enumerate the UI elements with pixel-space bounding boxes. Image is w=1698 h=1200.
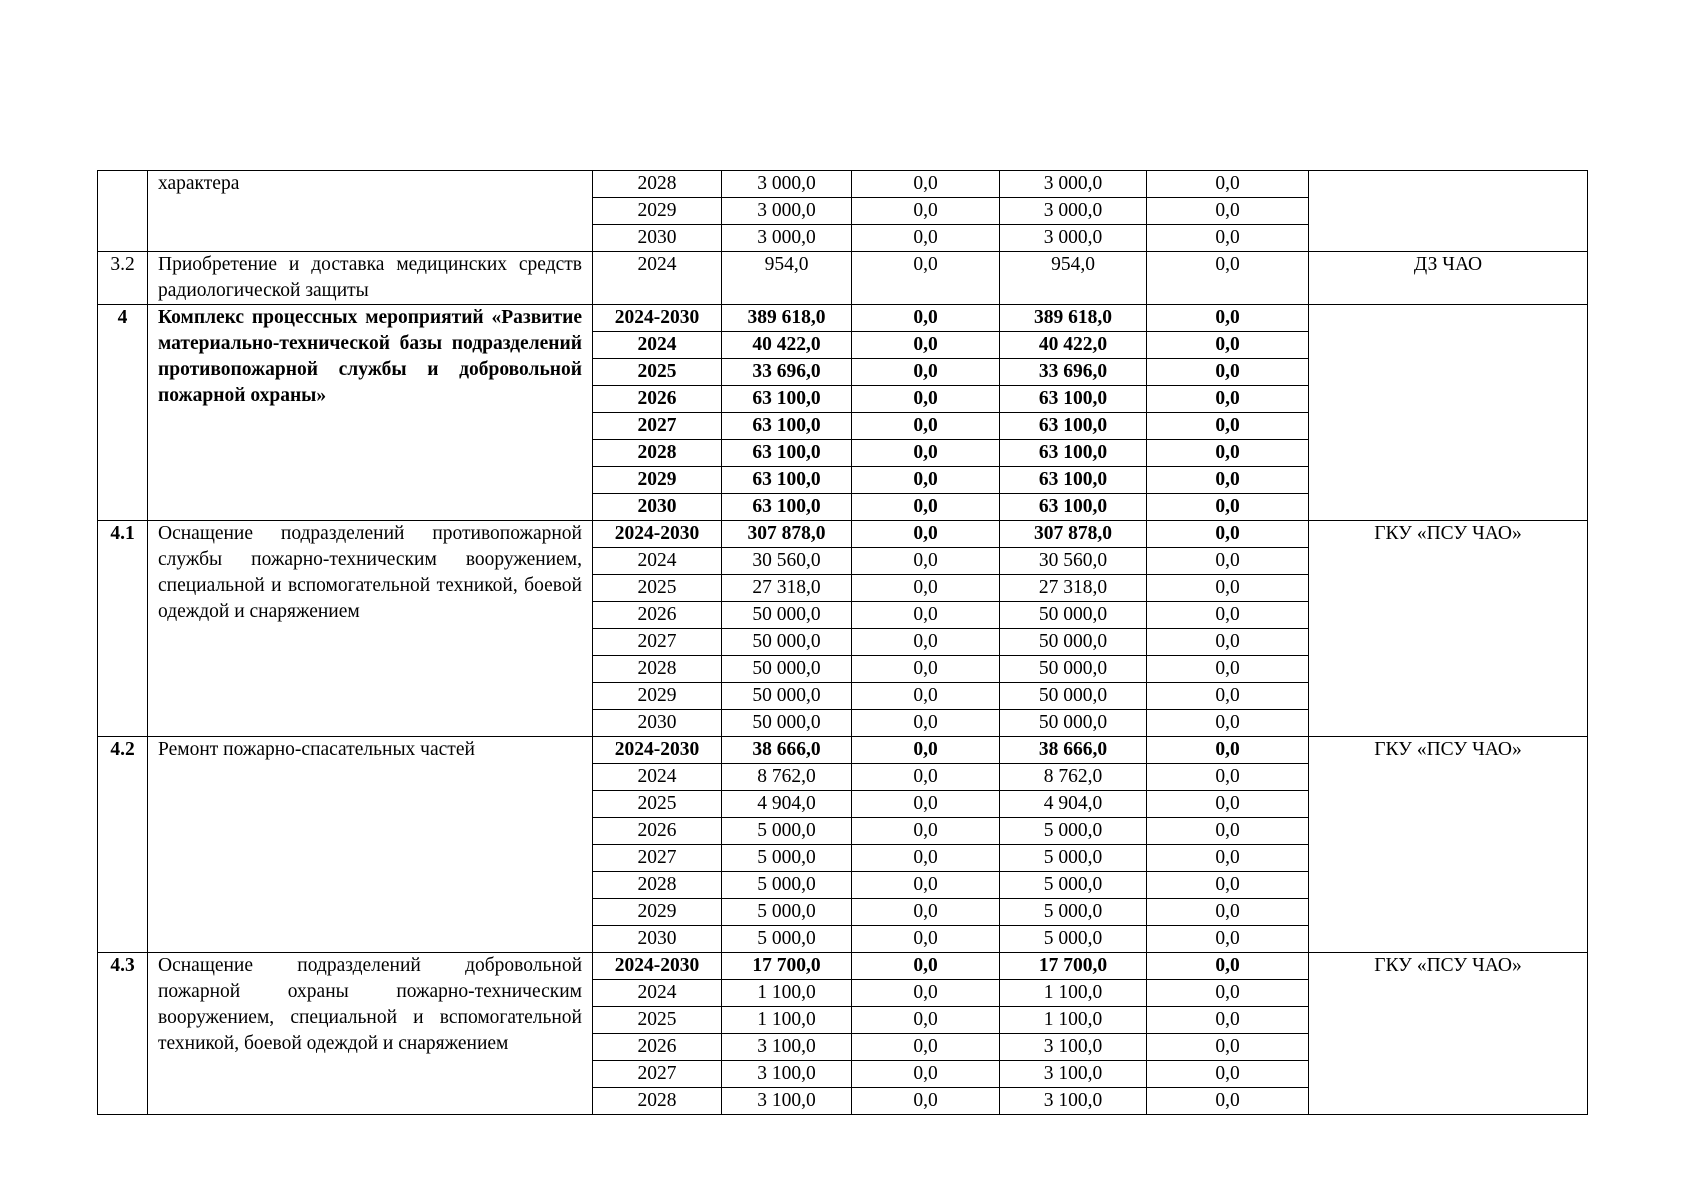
period-cell: 2028: [593, 1088, 722, 1115]
total-cell: 63 100,0: [722, 494, 852, 521]
period-cell: 2024: [593, 252, 722, 305]
total-cell: 50 000,0: [722, 629, 852, 656]
regional-budget-cell: 3 100,0: [1000, 1034, 1147, 1061]
executor-cell: [1309, 171, 1588, 252]
total-cell: 50 000,0: [722, 602, 852, 629]
activity-name: Ремонт пожарно-спасательных частей: [148, 737, 593, 953]
federal-budget-cell: 0,0: [852, 629, 1000, 656]
federal-budget-cell: 0,0: [852, 575, 1000, 602]
other-sources-cell: 0,0: [1147, 467, 1309, 494]
row-number: 4.1: [98, 521, 148, 737]
regional-budget-cell: 50 000,0: [1000, 656, 1147, 683]
total-cell: 50 000,0: [722, 683, 852, 710]
regional-budget-cell: 3 000,0: [1000, 171, 1147, 198]
other-sources-cell: 0,0: [1147, 953, 1309, 980]
row-number: 4.3: [98, 953, 148, 1115]
federal-budget-cell: 0,0: [852, 872, 1000, 899]
federal-budget-cell: 0,0: [852, 440, 1000, 467]
other-sources-cell: 0,0: [1147, 602, 1309, 629]
other-sources-cell: 0,0: [1147, 899, 1309, 926]
period-cell: 2024: [593, 980, 722, 1007]
regional-budget-cell: 5 000,0: [1000, 872, 1147, 899]
federal-budget-cell: 0,0: [852, 198, 1000, 225]
regional-budget-cell: 954,0: [1000, 252, 1147, 305]
period-cell: 2030: [593, 494, 722, 521]
period-cell: 2024-2030: [593, 521, 722, 548]
total-cell: 5 000,0: [722, 845, 852, 872]
regional-budget-cell: 3 100,0: [1000, 1061, 1147, 1088]
total-cell: 40 422,0: [722, 332, 852, 359]
executor-cell: ГКУ «ПСУ ЧАО»: [1309, 521, 1588, 737]
federal-budget-cell: 0,0: [852, 305, 1000, 332]
total-cell: 3 100,0: [722, 1088, 852, 1115]
period-cell: 2027: [593, 629, 722, 656]
other-sources-cell: 0,0: [1147, 683, 1309, 710]
period-cell: 2025: [593, 1007, 722, 1034]
period-cell: 2027: [593, 1061, 722, 1088]
federal-budget-cell: 0,0: [852, 926, 1000, 953]
row-number: 4.2: [98, 737, 148, 953]
other-sources-cell: 0,0: [1147, 980, 1309, 1007]
other-sources-cell: 0,0: [1147, 710, 1309, 737]
total-cell: 17 700,0: [722, 953, 852, 980]
other-sources-cell: 0,0: [1147, 791, 1309, 818]
regional-budget-cell: 63 100,0: [1000, 467, 1147, 494]
regional-budget-cell: 63 100,0: [1000, 386, 1147, 413]
funding-table: [97, 170, 1588, 1115]
other-sources-cell: 0,0: [1147, 386, 1309, 413]
federal-budget-cell: 0,0: [852, 737, 1000, 764]
document-page: [97, 170, 1587, 1115]
period-cell: 2030: [593, 926, 722, 953]
regional-budget-cell: 33 696,0: [1000, 359, 1147, 386]
regional-budget-cell: 50 000,0: [1000, 602, 1147, 629]
regional-budget-cell: 5 000,0: [1000, 845, 1147, 872]
regional-budget-cell: 1 100,0: [1000, 980, 1147, 1007]
period-cell: 2027: [593, 845, 722, 872]
total-cell: 3 000,0: [722, 198, 852, 225]
regional-budget-cell: 1 100,0: [1000, 1007, 1147, 1034]
table-row: [98, 521, 1588, 548]
regional-budget-cell: 40 422,0: [1000, 332, 1147, 359]
period-cell: 2024: [593, 764, 722, 791]
regional-budget-cell: 50 000,0: [1000, 683, 1147, 710]
period-cell: 2029: [593, 198, 722, 225]
regional-budget-cell: 389 618,0: [1000, 305, 1147, 332]
federal-budget-cell: 0,0: [852, 413, 1000, 440]
federal-budget-cell: 0,0: [852, 332, 1000, 359]
regional-budget-cell: 50 000,0: [1000, 629, 1147, 656]
regional-budget-cell: 5 000,0: [1000, 926, 1147, 953]
activity-name: характера: [148, 171, 593, 252]
period-cell: 2030: [593, 710, 722, 737]
total-cell: 63 100,0: [722, 386, 852, 413]
federal-budget-cell: 0,0: [852, 980, 1000, 1007]
federal-budget-cell: 0,0: [852, 548, 1000, 575]
period-cell: 2024: [593, 548, 722, 575]
table-body: [98, 171, 1588, 1115]
total-cell: 50 000,0: [722, 710, 852, 737]
regional-budget-cell: 63 100,0: [1000, 440, 1147, 467]
federal-budget-cell: 0,0: [852, 791, 1000, 818]
executor-cell: [1309, 305, 1588, 521]
federal-budget-cell: 0,0: [852, 171, 1000, 198]
federal-budget-cell: 0,0: [852, 683, 1000, 710]
row-number: 4: [98, 305, 148, 521]
period-cell: 2028: [593, 656, 722, 683]
executor-cell: ГКУ «ПСУ ЧАО»: [1309, 953, 1588, 1115]
total-cell: 3 100,0: [722, 1061, 852, 1088]
other-sources-cell: 0,0: [1147, 1034, 1309, 1061]
regional-budget-cell: 5 000,0: [1000, 818, 1147, 845]
federal-budget-cell: 0,0: [852, 467, 1000, 494]
federal-budget-cell: 0,0: [852, 764, 1000, 791]
period-cell: 2029: [593, 467, 722, 494]
federal-budget-cell: 0,0: [852, 656, 1000, 683]
period-cell: 2027: [593, 413, 722, 440]
period-cell: 2026: [593, 818, 722, 845]
total-cell: 30 560,0: [722, 548, 852, 575]
federal-budget-cell: 0,0: [852, 1007, 1000, 1034]
other-sources-cell: 0,0: [1147, 575, 1309, 602]
other-sources-cell: 0,0: [1147, 1007, 1309, 1034]
regional-budget-cell: 63 100,0: [1000, 494, 1147, 521]
regional-budget-cell: 3 100,0: [1000, 1088, 1147, 1115]
other-sources-cell: 0,0: [1147, 521, 1309, 548]
total-cell: 3 000,0: [722, 225, 852, 252]
period-cell: 2024-2030: [593, 305, 722, 332]
period-cell: 2026: [593, 386, 722, 413]
federal-budget-cell: 0,0: [852, 252, 1000, 305]
other-sources-cell: 0,0: [1147, 926, 1309, 953]
other-sources-cell: 0,0: [1147, 332, 1309, 359]
other-sources-cell: 0,0: [1147, 737, 1309, 764]
other-sources-cell: 0,0: [1147, 656, 1309, 683]
period-cell: 2025: [593, 575, 722, 602]
other-sources-cell: 0,0: [1147, 1061, 1309, 1088]
regional-budget-cell: 3 000,0: [1000, 198, 1147, 225]
period-cell: 2029: [593, 683, 722, 710]
federal-budget-cell: 0,0: [852, 359, 1000, 386]
period-cell: 2024: [593, 332, 722, 359]
row-number: 3.2: [98, 252, 148, 305]
total-cell: 4 904,0: [722, 791, 852, 818]
total-cell: 307 878,0: [722, 521, 852, 548]
total-cell: 63 100,0: [722, 467, 852, 494]
table-row: [98, 171, 1588, 198]
row-number: [98, 171, 148, 252]
other-sources-cell: 0,0: [1147, 872, 1309, 899]
total-cell: 389 618,0: [722, 305, 852, 332]
federal-budget-cell: 0,0: [852, 1034, 1000, 1061]
total-cell: 38 666,0: [722, 737, 852, 764]
total-cell: 63 100,0: [722, 413, 852, 440]
table-row: [98, 252, 1588, 305]
period-cell: 2029: [593, 899, 722, 926]
other-sources-cell: 0,0: [1147, 818, 1309, 845]
federal-budget-cell: 0,0: [852, 845, 1000, 872]
other-sources-cell: 0,0: [1147, 252, 1309, 305]
executor-cell: ГКУ «ПСУ ЧАО»: [1309, 737, 1588, 953]
table-row: [98, 305, 1588, 332]
other-sources-cell: 0,0: [1147, 359, 1309, 386]
total-cell: 5 000,0: [722, 926, 852, 953]
federal-budget-cell: 0,0: [852, 386, 1000, 413]
total-cell: 954,0: [722, 252, 852, 305]
regional-budget-cell: 307 878,0: [1000, 521, 1147, 548]
regional-budget-cell: 30 560,0: [1000, 548, 1147, 575]
table-row: [98, 737, 1588, 764]
period-cell: 2024-2030: [593, 953, 722, 980]
regional-budget-cell: 38 666,0: [1000, 737, 1147, 764]
regional-budget-cell: 4 904,0: [1000, 791, 1147, 818]
total-cell: 1 100,0: [722, 1007, 852, 1034]
other-sources-cell: 0,0: [1147, 225, 1309, 252]
other-sources-cell: 0,0: [1147, 845, 1309, 872]
total-cell: 5 000,0: [722, 872, 852, 899]
federal-budget-cell: 0,0: [852, 521, 1000, 548]
total-cell: 3 000,0: [722, 171, 852, 198]
period-cell: 2026: [593, 1034, 722, 1061]
regional-budget-cell: 27 318,0: [1000, 575, 1147, 602]
other-sources-cell: 0,0: [1147, 305, 1309, 332]
other-sources-cell: 0,0: [1147, 764, 1309, 791]
activity-name: Приобретение и доставка медицинских средств радиологической защиты: [148, 252, 593, 305]
other-sources-cell: 0,0: [1147, 198, 1309, 225]
federal-budget-cell: 0,0: [852, 1088, 1000, 1115]
regional-budget-cell: 50 000,0: [1000, 710, 1147, 737]
other-sources-cell: 0,0: [1147, 171, 1309, 198]
executor-cell: ДЗ ЧАО: [1309, 252, 1588, 305]
total-cell: 1 100,0: [722, 980, 852, 1007]
total-cell: 5 000,0: [722, 818, 852, 845]
other-sources-cell: 0,0: [1147, 440, 1309, 467]
federal-budget-cell: 0,0: [852, 953, 1000, 980]
total-cell: 33 696,0: [722, 359, 852, 386]
period-cell: 2028: [593, 171, 722, 198]
total-cell: 5 000,0: [722, 899, 852, 926]
period-cell: 2026: [593, 602, 722, 629]
federal-budget-cell: 0,0: [852, 710, 1000, 737]
federal-budget-cell: 0,0: [852, 602, 1000, 629]
regional-budget-cell: 63 100,0: [1000, 413, 1147, 440]
regional-budget-cell: 3 000,0: [1000, 225, 1147, 252]
period-cell: 2028: [593, 872, 722, 899]
total-cell: 3 100,0: [722, 1034, 852, 1061]
period-cell: 2024-2030: [593, 737, 722, 764]
regional-budget-cell: 17 700,0: [1000, 953, 1147, 980]
period-cell: 2025: [593, 359, 722, 386]
total-cell: 50 000,0: [722, 656, 852, 683]
period-cell: 2028: [593, 440, 722, 467]
total-cell: 27 318,0: [722, 575, 852, 602]
activity-name: Комплекс процессных мероприятий «Развитие материально-технической базы подразделений противопожарной службы и добровольной пожарной охраны»: [148, 305, 593, 521]
other-sources-cell: 0,0: [1147, 629, 1309, 656]
federal-budget-cell: 0,0: [852, 494, 1000, 521]
other-sources-cell: 0,0: [1147, 548, 1309, 575]
table-row: [98, 953, 1588, 980]
federal-budget-cell: 0,0: [852, 899, 1000, 926]
regional-budget-cell: 8 762,0: [1000, 764, 1147, 791]
other-sources-cell: 0,0: [1147, 494, 1309, 521]
period-cell: 2030: [593, 225, 722, 252]
other-sources-cell: 0,0: [1147, 1088, 1309, 1115]
activity-name: Оснащение подразделений добровольной пожарной охраны пожарно-техническим вооружением, специальной и вспомогательной техникой, боевой одеждой и снаряжением: [148, 953, 593, 1115]
total-cell: 63 100,0: [722, 440, 852, 467]
federal-budget-cell: 0,0: [852, 1061, 1000, 1088]
federal-budget-cell: 0,0: [852, 818, 1000, 845]
period-cell: 2025: [593, 791, 722, 818]
federal-budget-cell: 0,0: [852, 225, 1000, 252]
regional-budget-cell: 5 000,0: [1000, 899, 1147, 926]
activity-name: Оснащение подразделений противопожарной службы пожарно-техническим вооружением, специальной и вспомогательной техникой, боевой одеждой и снаряжением: [148, 521, 593, 737]
total-cell: 8 762,0: [722, 764, 852, 791]
other-sources-cell: 0,0: [1147, 413, 1309, 440]
